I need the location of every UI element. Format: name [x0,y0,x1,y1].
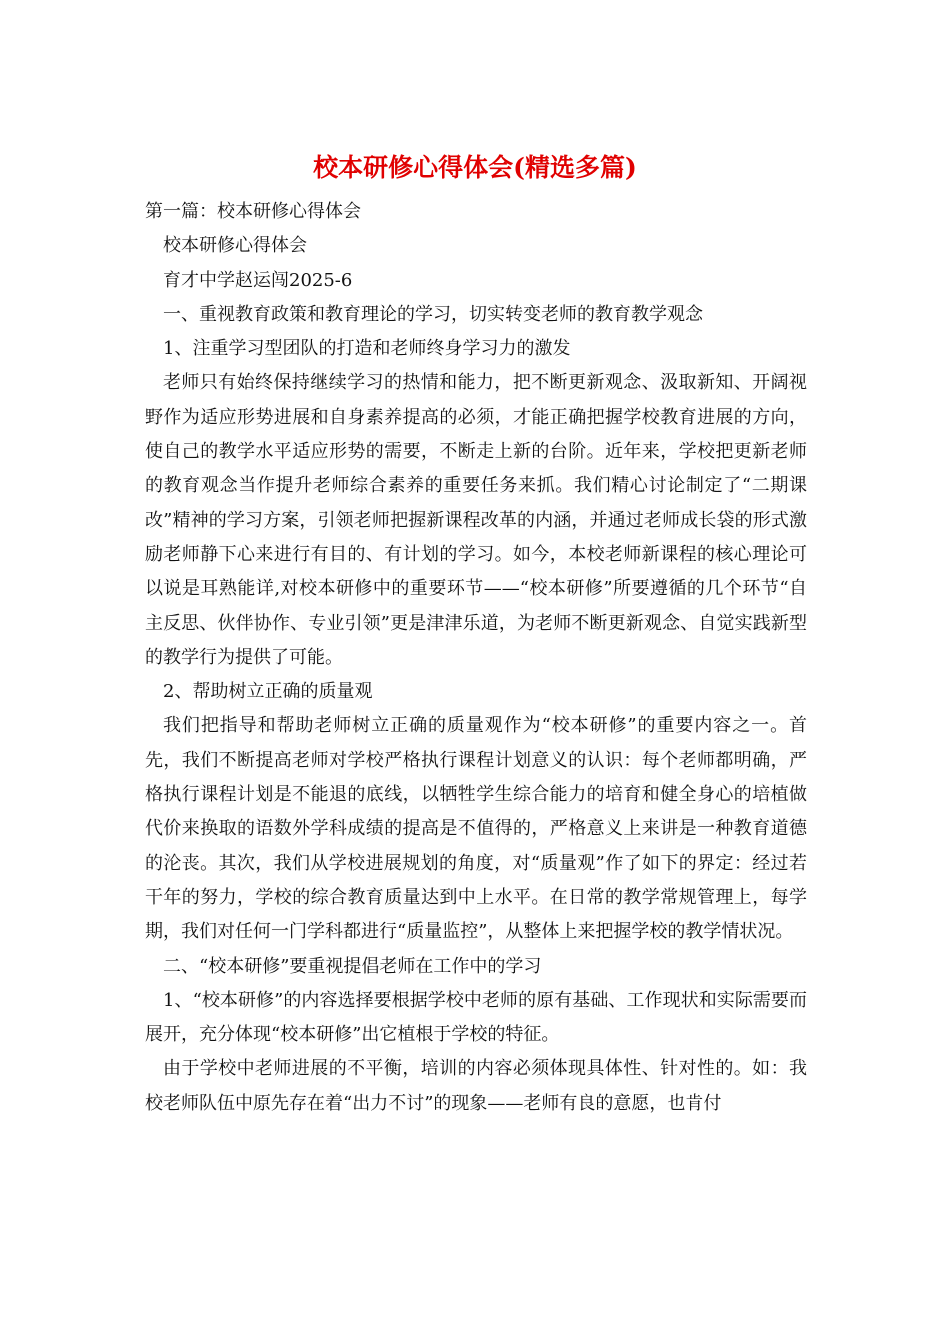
section-heading-part-one: 第一篇：校本研修心得体会 [145,201,361,222]
document-body [145,195,807,1121]
body-paragraph: 老师只有始终保持继续学习的热情和能力，把不断更新观念、汲取新知、开阔视野作为适应形势进展和自身素养提高的必须，才能正确把握学校教育进展的方向，使自己的教学水平适应形势的需要，不断走上新的台阶。近年来，学校把更新老师的教育观念当作提升老师综合素养的重要任务来抓。我们精心讨论制定了“二期课改”精神的学习方案，引领老师把握新课程改革的内涵，并通过老师成长袋的形式激励老师静下心来进行有目的、有计划的学习。如今，本校老师新课程的核心理论可以说是耳熟能详,对校本研修中的重要环节——“校本研修”所要遵循的几个环节“自主反思、伙伴协作、专业引领”更是津津乐道，为老师不断更新观念、自觉实践新型的教学行为提供了可能。 [145,372,807,668]
section-heading-one: 一、重视教育政策和教育理论的学习，切实转变老师的教育教学观念 [163,303,703,325]
document-title: 校本研修心得体会(精选多篇) [313,153,637,182]
body-paragraph: 1、“校本研修”的内容选择要根据学校中老师的原有基础、工作现状和实际需要而展开，充分体现“校本研修”出它植根于学校的特征。 [145,989,807,1046]
author-line: 育才中学赵运闯2025-6 [163,269,353,291]
body-paragraph: 我们把指导和帮助老师树立正确的质量观作为“校本研修”的重要内容之一。首先，我们不断提高老师对学校严格执行课程计划意义的认识：每个老师都明确，严格执行课程计划是不能退的底线，以牺牲学生综合能力的培育和健全身心的培植做代价来换取的语数外学科成绩的提高是不值得的，严格意义上来讲是一种教育道德的沦丧。其次，我们从学校进展规划的角度，对“质量观”作了如下的界定：经过若干年的努力，学校的综合教育质量达到中上水平。在日常的教学常规管理上，每学期，我们对任何一门学科都进行“质量监控”，从整体上来把握学校的教学情状况。 [145,715,807,943]
subheading-1: 1、注重学习型团队的打造和老师终身学习力的激发 [163,338,571,360]
section-heading-two: 二、“校本研修”要重视提倡老师在工作中的学习 [163,955,542,977]
body-paragraph: 由于学校中老师进展的不平衡，培训的内容必须体现具体性、针对性的。如：我校老师队伍中原先存在着“出力不讨”的现象——老师有良的意愿，也肯付 [145,1058,807,1114]
subheading-2: 2、帮助树立正确的质量观 [163,681,373,703]
article-title: 校本研修心得体会 [163,235,307,257]
